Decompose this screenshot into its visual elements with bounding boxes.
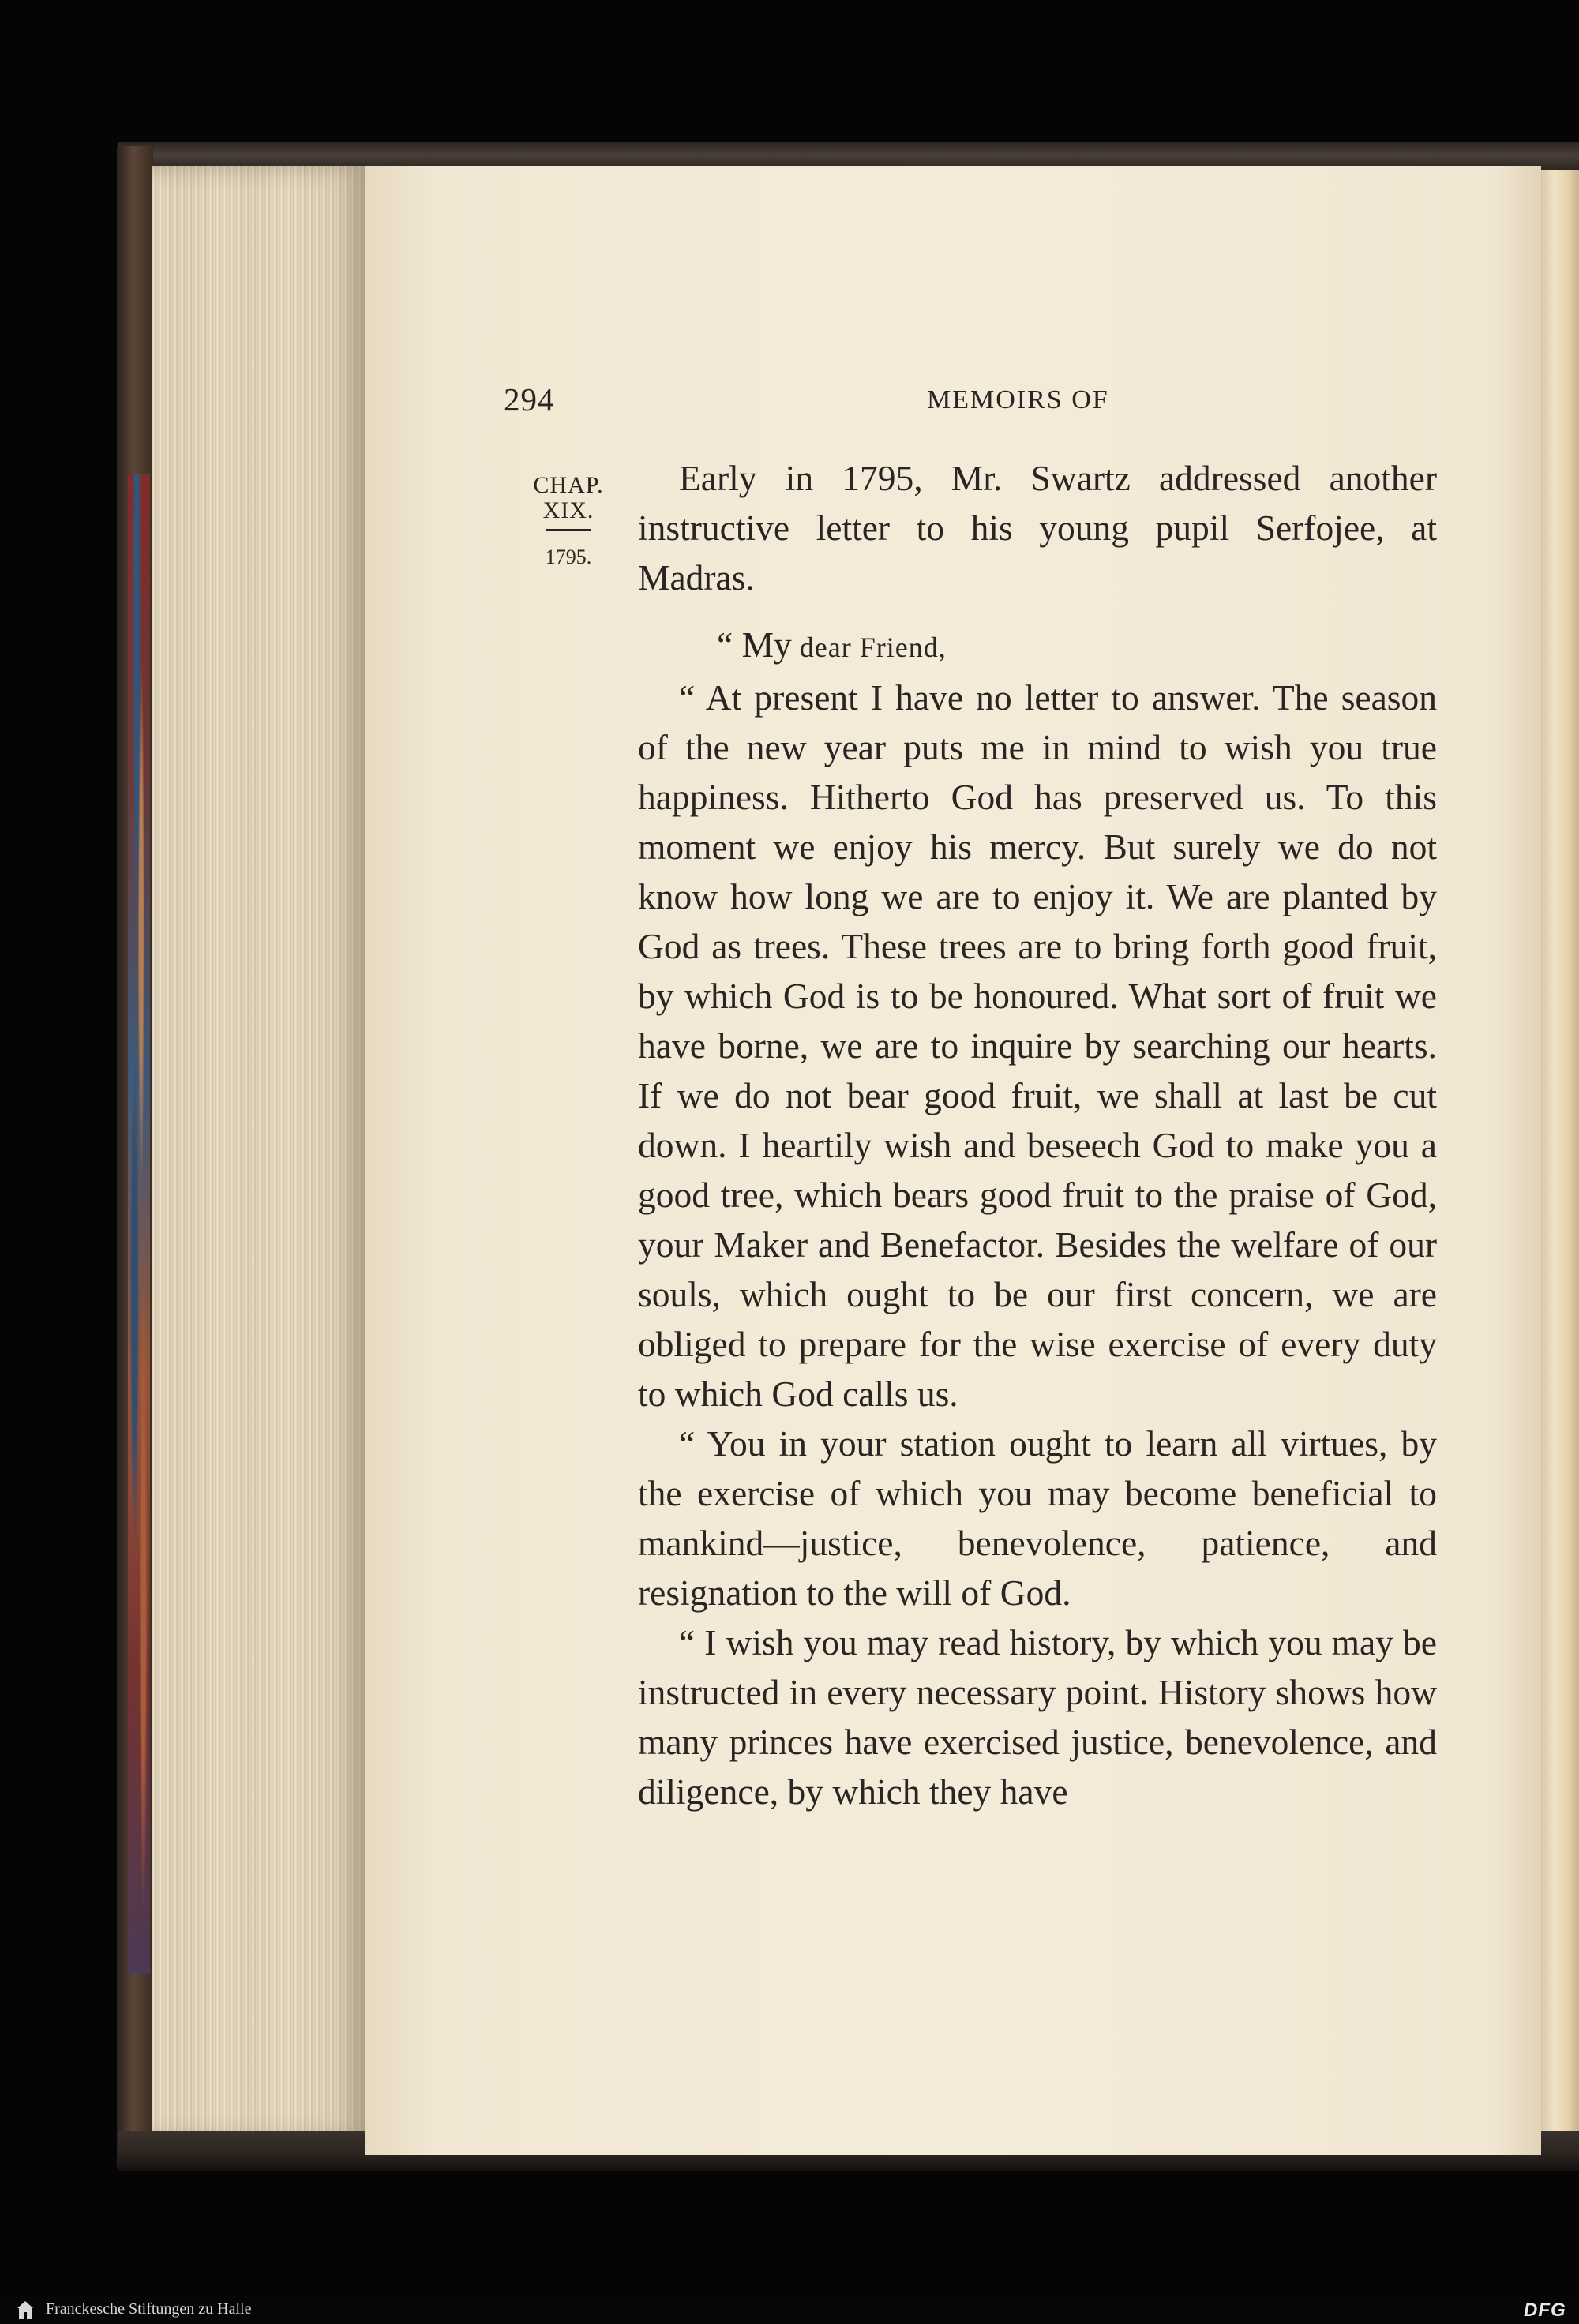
paragraph-history: “ I wish you may read history, by which you may be instructed in every necessary point. History shows how many princes have exercised justice, benevolence, and diligence, by which they have xyxy=(638,1622,1437,1812)
margin-note xyxy=(521,474,616,568)
paragraph-intro: Early in 1795, Mr. Swartz addressed another instructive letter to his young pupil Serfojee, at Madras. xyxy=(638,458,1437,598)
dfg-logo: DFG xyxy=(1524,2300,1566,2321)
running-head: MEMOIRS OF xyxy=(927,385,1109,414)
paragraph-present: “ At present I have no letter to answer. The season of the new year puts me in mind to wish you true happiness. Hitherto God has preserved us. To this moment we enjoy his mercy. But surely we do not know how long we are to enjoy it. We are planted by God as trees. These trees are to bring forth good fruit, by which God is to be honoured. What sort of fruit we have borne, we are to inquire by searching our hearts. If we do not bear good fruit, we shall at last be cut down. I heartily wish and beseech God to make you a good tree, which bears good fruit to the praise of God, your Maker and Benefactor. Besides the welfare of our souls, which ought to be our first concern, we are obliged to prepare for the wise exercise of every duty to which God calls us. xyxy=(638,677,1437,1414)
page-block-edges xyxy=(152,166,365,2139)
salutation-quote: “ xyxy=(717,624,742,665)
institution-name: Franckesche Stiftungen zu Halle xyxy=(46,2300,252,2318)
marbled-endpaper xyxy=(128,474,150,1974)
paragraph-station: “ You in your station ought to learn all virtues, by the exercise of which you may become beneficial to mankind—justice, benevolence, patience, and resignation to the will of God. xyxy=(638,1423,1437,1613)
page-number: 294 xyxy=(504,381,555,418)
margin-chap-label: CHAP. xyxy=(533,472,604,498)
facing-page-edge xyxy=(1541,170,1579,2155)
margin-year: 1795. xyxy=(545,545,592,568)
margin-rule xyxy=(546,529,591,531)
salutation-dear-friend: dear Friend, xyxy=(791,632,947,663)
body-text xyxy=(638,453,1437,1816)
salutation-my: My xyxy=(741,624,792,665)
letter-salutation xyxy=(638,620,1437,673)
institution-emblem-icon xyxy=(13,2299,38,2321)
margin-chap-number: XIX. xyxy=(542,497,594,523)
